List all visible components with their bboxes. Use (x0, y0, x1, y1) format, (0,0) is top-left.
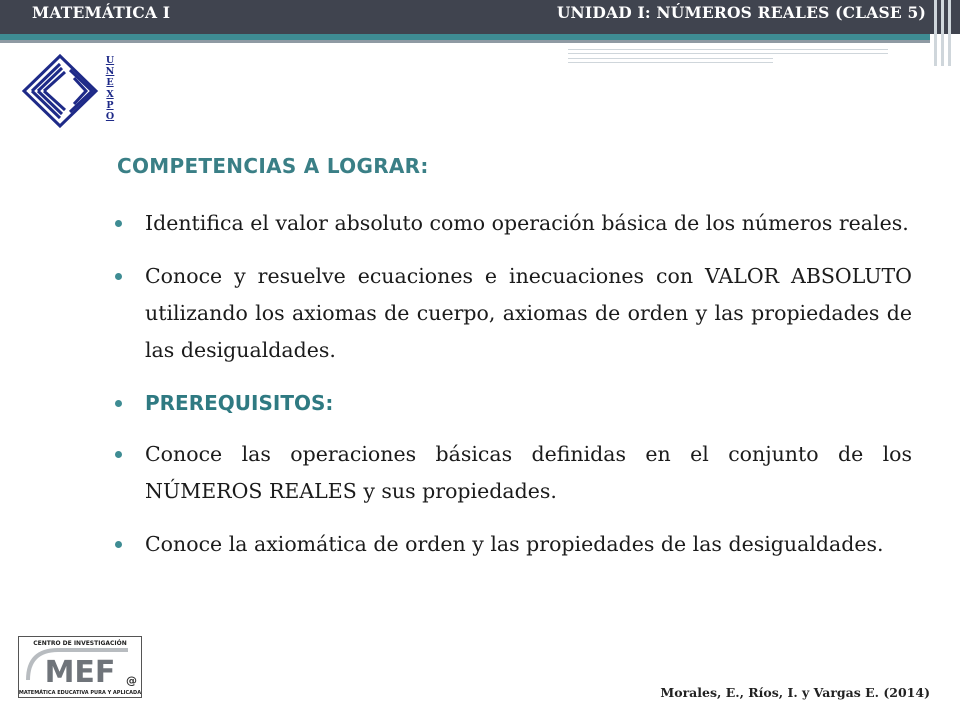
competencies-heading: COMPETENCIAS A LOGRAR: (117, 154, 429, 178)
mef-at-symbol: @ (126, 674, 137, 687)
bullet-icon (115, 220, 122, 227)
decor-vline (934, 0, 937, 66)
mef-main-text: MEF (44, 655, 116, 690)
unit-title: UNIDAD I: NÚMEROS REALES (CLASE 5) (556, 3, 926, 22)
mef-logo-icon (18, 636, 142, 698)
list-item: Conoce las operaciones básicas definidas en el conjunto de los NÚMEROS REALES y sus propiedades. (112, 436, 912, 510)
bullet-icon (115, 273, 122, 280)
top-bar (0, 0, 960, 34)
decor-vline (941, 0, 944, 66)
bullet-icon (115, 451, 122, 458)
prerequisites-heading: PREREQUISITOS: (112, 385, 912, 422)
decor-vline (948, 0, 951, 66)
footer-citation: Morales, E., Ríos, I. y Vargas E. (2014) (660, 685, 930, 700)
divider-line (0, 40, 930, 43)
unexpo-letters: U N E X P O (105, 55, 115, 123)
content-list (112, 205, 912, 579)
list-item: Identifica el valor absoluto como operación básica de los números reales. (112, 205, 912, 242)
list-item: Conoce y resuelve ecuaciones e inecuaciones con VALOR ABSOLUTO utilizando los axiomas de cuerpo, axiomas de orden y las propiedades de las desigualdades. (112, 258, 912, 369)
list-item: Conoce la axiomática de orden y las propiedades de las desigualdades. (112, 526, 912, 563)
unexpo-logo-icon (20, 52, 104, 130)
decor-bar (568, 58, 773, 63)
mef-bottom-text: MATEMÁTICA EDUCATIVA PURA Y APLICADA (18, 690, 142, 696)
bullet-icon (115, 541, 122, 548)
mef-top-text: CENTRO DE INVESTIGACIÓN (33, 640, 127, 647)
bullet-icon (115, 400, 122, 407)
course-title: MATEMÁTICA I (32, 3, 171, 22)
decor-bar (568, 49, 888, 54)
